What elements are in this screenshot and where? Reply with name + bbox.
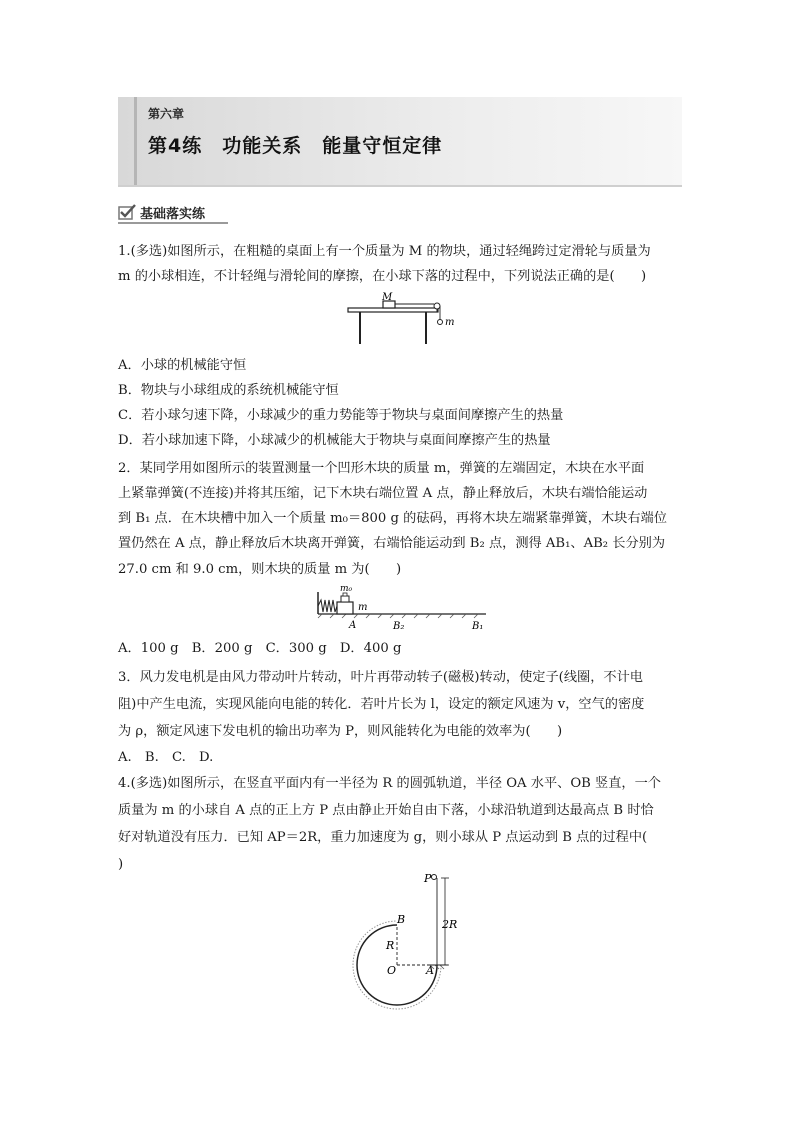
table-top bbox=[348, 308, 438, 312]
label-P: P bbox=[424, 872, 432, 885]
q3-options: A. B. C. D. bbox=[118, 750, 214, 765]
q4-stem-line3: 好对轨道没有压力．已知 AP＝2R，重力加速度为 g，则小球从 P 点运动到 B 点的过程中( bbox=[118, 830, 648, 845]
header-accent-line bbox=[134, 97, 137, 187]
section-underline bbox=[118, 222, 228, 224]
label-B1: B₁ bbox=[472, 621, 484, 632]
q2-stem-line5: 27.0 cm 和 9.0 cm，则木块的质量 m 为( ) bbox=[118, 562, 402, 577]
checkmark-icon bbox=[118, 204, 136, 220]
q2-stem-line1: 2．某同学用如图所示的装置测量一个凹形木块的质量 m，弹簧的左端固定，木块在水平面 bbox=[118, 461, 645, 476]
ball-P bbox=[432, 875, 437, 880]
q2-stem-line3: 到 B₁ 点．在木块槽中加入一个质量 m₀＝800 g 的砝码，再将木块左端紧靠弹簧，木块右端位 bbox=[118, 511, 667, 526]
label-M: M bbox=[382, 292, 393, 303]
q1-option-a: A．小球的机械能守恒 bbox=[118, 358, 247, 373]
q2-stem-line2: 上紧靠弹簧(不连接)并将其压缩，记下木块右端位置 A 点，静止释放后，木块右端恰能运动 bbox=[118, 486, 648, 501]
q3-stem-line1: 3．风力发电机是由风力带动叶片转动，叶片再带动转子(磁极)转动，使定子(线圈，不计电 bbox=[118, 670, 643, 685]
label-m0: m₀ bbox=[340, 584, 353, 594]
label-A: A bbox=[426, 964, 434, 977]
q4-stem-line2: 质量为 m 的小球自 A 点的正上方 P 点由静止开始自由下落，小球沿轨道到达最高点 B 时恰 bbox=[118, 803, 654, 818]
ball-m bbox=[438, 320, 443, 325]
q1-stem-line1: 1.(多选)如图所示，在粗糙的桌面上有一个质量为 M 的物块，通过轻绳跨过定滑轮与质量为 bbox=[118, 244, 651, 259]
page-title: 第4练 功能关系 能量守恒定律 bbox=[148, 135, 443, 157]
q1-stem-line2: m 的小球相连，不计轻绳与滑轮间的摩擦，在小球下落的过程中，下列说法正确的是( ) bbox=[118, 269, 647, 284]
q3-stem-line2: 阻)中产生电流，实现风能向电能的转化．若叶片长为 l，设定的额定风速为 v，空气的密度 bbox=[118, 697, 645, 712]
section-label: 基础落实练 bbox=[140, 206, 206, 222]
q2-figure bbox=[310, 582, 490, 634]
spring bbox=[318, 600, 337, 612]
q2-stem-line4: 置仍然在 A 点，静止释放后木块离开弹簧，右端恰能运动到 B₂ 点，测得 AB₁、AB₂ 长分别为 bbox=[118, 536, 666, 551]
header-bottom-rule bbox=[118, 185, 682, 187]
label-A: A bbox=[349, 620, 357, 631]
q1-figure bbox=[340, 290, 470, 348]
pulley bbox=[434, 303, 440, 309]
q4-stem-line1: 4.(多选)如图所示，在竖直平面内有一半径为 R 的圆弧轨道，半径 OA 水平、OB 竖直，一个 bbox=[118, 776, 661, 791]
label-B: B bbox=[397, 913, 406, 926]
label-R: R bbox=[386, 939, 395, 952]
q3-stem-line3: 为 ρ，额定风速下发电机的输出功率为 P，则风能转化为电能的效率为( ) bbox=[118, 724, 563, 739]
label-O: O bbox=[387, 964, 397, 977]
label-m: m bbox=[358, 602, 368, 613]
label-B2: B₂ bbox=[393, 621, 405, 632]
q1-option-d: D．若小球加速下降，小球减少的机械能大于物块与桌面间摩擦产生的热量 bbox=[118, 433, 551, 448]
q2-options: A．100 g B．200 g C．300 g D．400 g bbox=[118, 641, 402, 656]
groove-block bbox=[337, 602, 353, 614]
label-m: m bbox=[445, 317, 455, 328]
q4-stem-line4: ) bbox=[118, 857, 124, 872]
q4-figure bbox=[340, 868, 470, 1013]
weight-m0 bbox=[341, 596, 349, 602]
q1-option-b: B．物块与小球组成的系统机械能守恒 bbox=[118, 383, 339, 398]
section-heading bbox=[118, 201, 205, 223]
label-2R: 2R bbox=[442, 918, 458, 931]
q1-option-c: C．若小球匀速下降，小球减少的重力势能等于物块与桌面间摩擦产生的热量 bbox=[118, 408, 564, 423]
chapter-label: 第六章 bbox=[148, 107, 185, 121]
chapter-header bbox=[118, 97, 682, 187]
